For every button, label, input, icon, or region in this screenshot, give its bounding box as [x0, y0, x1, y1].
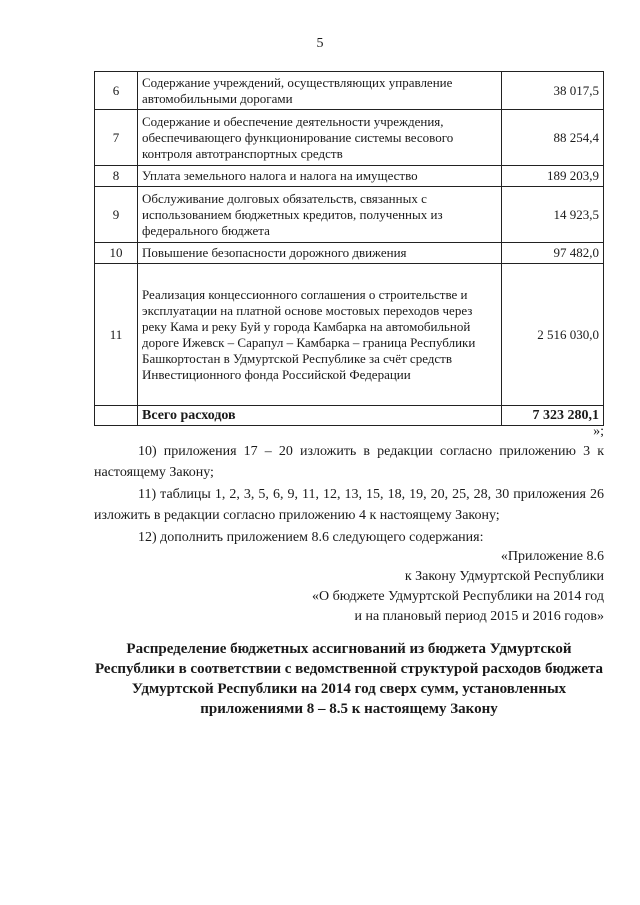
appendix-line: и на плановый период 2015 и 2016 годов»	[354, 609, 604, 624]
total-row	[95, 406, 604, 426]
row-name: Содержание учреждений, осуществляющих управление автомобильными дорогами	[138, 72, 502, 110]
appendix-line: «Приложение 8.6	[500, 549, 604, 564]
total-label: Всего расходов	[138, 406, 502, 426]
paragraph-11	[94, 484, 604, 526]
closing-quote: »;	[593, 424, 604, 439]
row-name: Содержание и обеспечение деятельности учреждения, обеспечивающего функционирование системы весового контроля автотранспортных средств	[138, 110, 502, 166]
paragraph-10	[94, 441, 604, 483]
total-number-cell	[95, 406, 138, 426]
table-row	[95, 243, 604, 264]
row-sum: 189 203,9	[502, 166, 604, 187]
table-row	[95, 264, 604, 406]
total-sum: 7 323 280,1	[502, 406, 604, 426]
row-number: 8	[95, 166, 138, 187]
row-name: Уплата земельного налога и налога на имущество	[138, 166, 502, 187]
row-name: Обслуживание долговых обязательств, связанных с использованием бюджетных кредитов, полученных из федерального бюджета	[138, 187, 502, 243]
row-name: Повышение безопасности дорожного движения	[138, 243, 502, 264]
page-number: 5	[316, 36, 324, 51]
row-sum: 14 923,5	[502, 187, 604, 243]
table-row	[95, 72, 604, 110]
expenses-table	[94, 71, 604, 426]
row-number: 10	[95, 243, 138, 264]
row-number: 6	[95, 72, 138, 110]
row-number: 9	[95, 187, 138, 243]
row-number: 11	[95, 264, 138, 406]
row-number: 7	[95, 110, 138, 166]
paragraph-12	[94, 527, 604, 548]
appendix-header	[250, 547, 604, 627]
row-sum: 88 254,4	[502, 110, 604, 166]
table-row	[95, 166, 604, 187]
paragraph-12-text: 12) дополнить приложением 8.6 следующего содержания:	[138, 530, 484, 545]
paragraph-11-text: 11) таблицы 1, 2, 3, 5, 6, 9, 11, 12, 13, 15, 18, 19, 20, 25, 28, 30 приложения 26 изложить в редакции согласно приложению 4 к настоящему Закону;	[94, 487, 604, 523]
section-title: Распределение бюджетных ассигнований из бюджета Удмуртской Республики в соответствии с ведомственной структурой расходов бюджета Удмуртской Республики на 2014 год сверх сумм, установленных приложениями 8 – 8.5 к настоящему Закону	[94, 641, 604, 717]
paragraph-10-text: 10) приложения 17 – 20 изложить в редакции согласно приложению 3 к настоящему Закону;	[94, 444, 604, 480]
row-name: Реализация концессионного соглашения о строительстве и эксплуатации на платной основе мостовых переходов через реку Кама и реку Буй у города Камбарка на автомобильной дороге Ижевск – Сарапул – Камбарка – граница Республики Башкортостан в Удмуртской Республике за счёт средств Инвестиционного фонда Российской Федерации	[138, 264, 502, 406]
appendix-line: к Закону Удмуртской Республики	[404, 569, 604, 584]
appendix-line: «О бюджете Удмуртской Республики на 2014 год	[311, 589, 604, 604]
row-sum: 38 017,5	[502, 72, 604, 110]
table-row	[95, 187, 604, 243]
row-sum: 97 482,0	[502, 243, 604, 264]
row-sum: 2 516 030,0	[502, 264, 604, 406]
table-row	[95, 110, 604, 166]
